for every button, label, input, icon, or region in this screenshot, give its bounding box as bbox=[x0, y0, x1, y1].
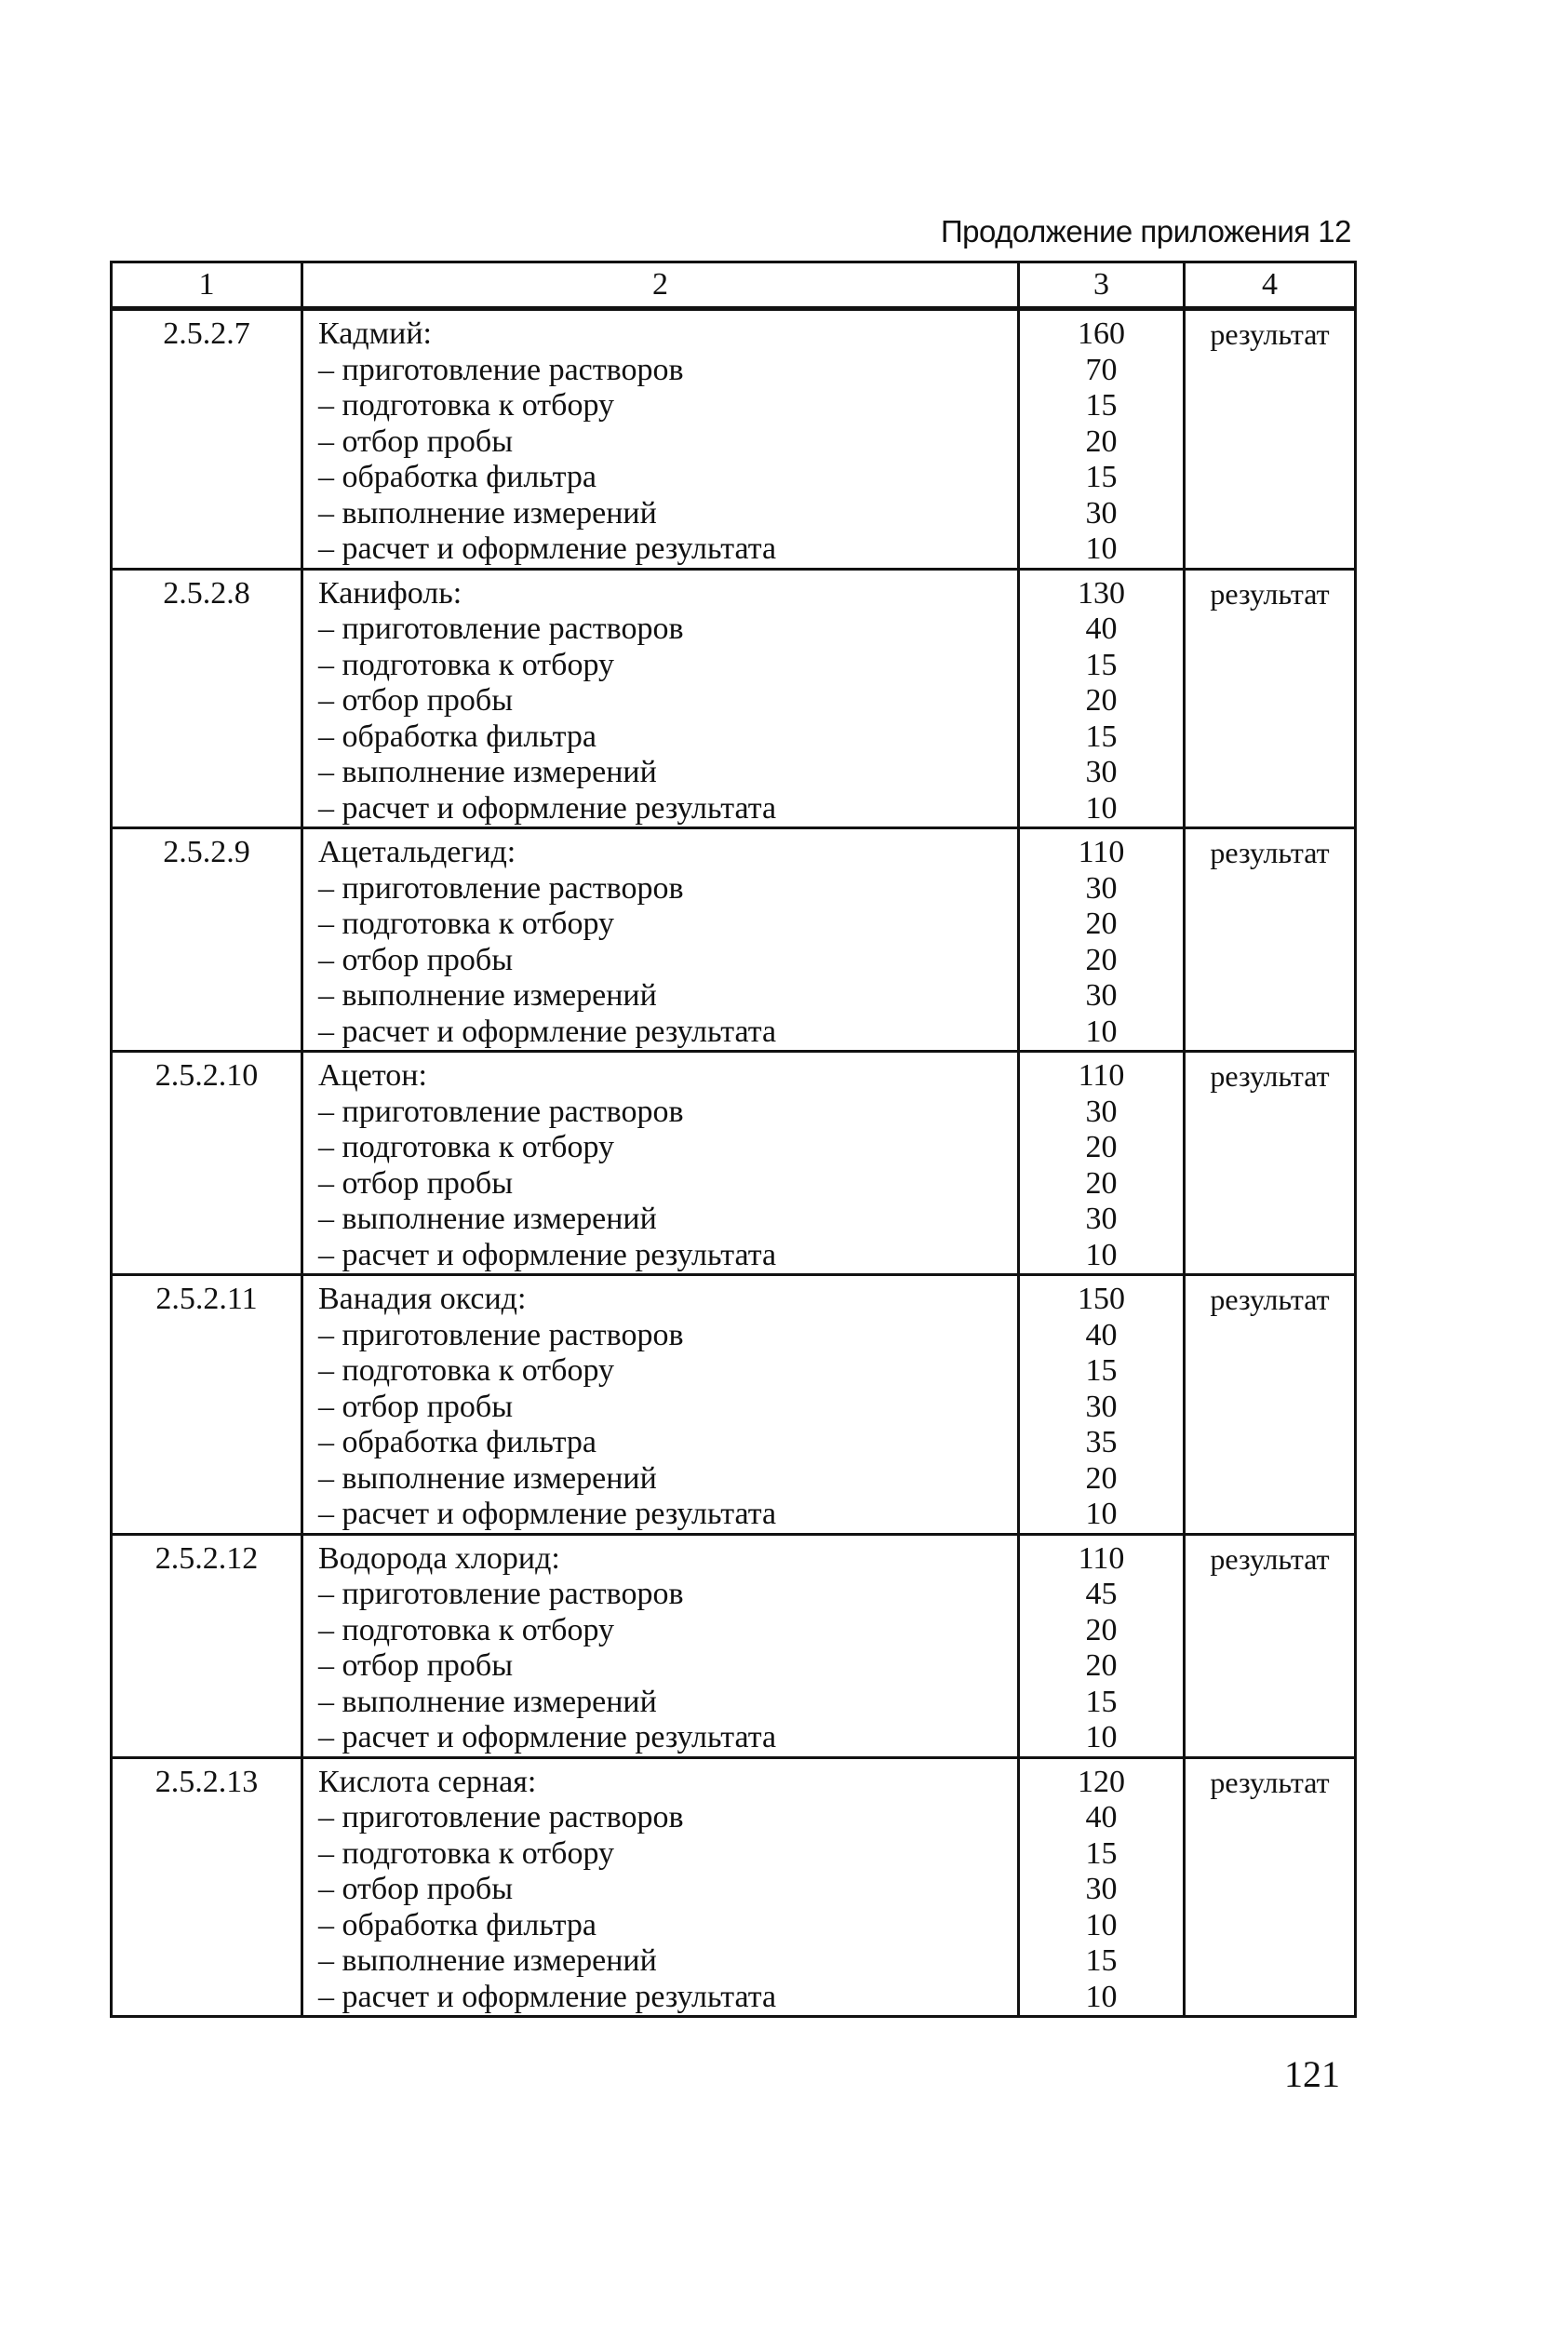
column-header-2: 2 bbox=[302, 262, 1019, 309]
column-header-4: 4 bbox=[1185, 262, 1356, 309]
table-row bbox=[112, 828, 1356, 1052]
header-row bbox=[112, 262, 1356, 309]
total-time: 130 bbox=[1078, 575, 1125, 611]
operations-cell bbox=[302, 1757, 1019, 2017]
step-time: 35 bbox=[1085, 1425, 1118, 1459]
operation-step: – приготовление растворов bbox=[318, 1094, 684, 1129]
total-time: 110 bbox=[1078, 835, 1125, 869]
operation-step: – выполнение измерений bbox=[318, 978, 657, 1013]
operation-step: – отбор пробы bbox=[318, 423, 514, 459]
step-time: 20 bbox=[1085, 907, 1118, 941]
step-time: 20 bbox=[1085, 1460, 1118, 1496]
operation-step: – подготовка к отбору bbox=[318, 907, 615, 941]
step-time: 10 bbox=[1085, 1237, 1118, 1272]
step-time: 15 bbox=[1085, 647, 1118, 682]
operation-step: – выполнение измерений bbox=[318, 1460, 657, 1496]
item-number-cell bbox=[112, 309, 302, 570]
operation-step: – приготовление растворов bbox=[318, 352, 684, 387]
step-time: 15 bbox=[1085, 1353, 1118, 1388]
step-time: 30 bbox=[1085, 1202, 1118, 1236]
item-number-cell bbox=[112, 1534, 302, 1757]
item-number: 2.5.2.7 bbox=[163, 316, 250, 351]
step-time: 10 bbox=[1085, 1720, 1118, 1754]
time-norms-table bbox=[110, 261, 1357, 2018]
substance-title: Канифоль: bbox=[318, 575, 462, 611]
step-time: 15 bbox=[1085, 1684, 1118, 1719]
table-row bbox=[112, 1757, 1356, 2017]
time-norms-table-wrapper bbox=[110, 261, 1354, 2018]
time-cell bbox=[1019, 828, 1185, 1052]
operation-step: – расчет и оформление результата bbox=[318, 1720, 777, 1754]
table-body bbox=[112, 309, 1356, 2017]
operations-cell bbox=[302, 1534, 1019, 1757]
operation-step: – отбор пробы bbox=[318, 1165, 514, 1201]
result-label: результат bbox=[1210, 317, 1330, 351]
step-time: 70 bbox=[1085, 352, 1118, 387]
result-label: результат bbox=[1210, 1541, 1330, 1576]
total-time: 120 bbox=[1078, 1764, 1125, 1799]
substance-title: Кадмий: bbox=[318, 316, 432, 351]
step-time: 30 bbox=[1085, 495, 1118, 531]
step-time: 10 bbox=[1085, 1014, 1118, 1049]
operation-step: – выполнение измерений bbox=[318, 755, 657, 789]
step-time: 20 bbox=[1085, 1612, 1118, 1647]
item-number-cell bbox=[112, 1275, 302, 1535]
time-cell bbox=[1019, 1757, 1185, 2017]
operation-step: – расчет и оформление результата bbox=[318, 1014, 777, 1049]
item-number: 2.5.2.11 bbox=[155, 1282, 258, 1316]
item-number: 2.5.2.9 bbox=[163, 835, 250, 869]
item-number: 2.5.2.8 bbox=[163, 575, 250, 611]
result-cell bbox=[1185, 1757, 1356, 2017]
table-header bbox=[112, 262, 1356, 309]
substance-title: Ванадия оксид: bbox=[318, 1282, 527, 1316]
item-number-cell bbox=[112, 1757, 302, 2017]
step-time: 15 bbox=[1085, 1835, 1118, 1871]
operation-step: – приготовление растворов bbox=[318, 1800, 684, 1834]
operation-step: – выполнение измерений bbox=[318, 1684, 657, 1719]
total-time: 150 bbox=[1078, 1282, 1125, 1316]
operation-step: – расчет и оформление результата bbox=[318, 1979, 777, 2014]
operation-step: – приготовление растворов bbox=[318, 1577, 684, 1611]
result-cell bbox=[1185, 569, 1356, 828]
operation-step: – расчет и оформление результата bbox=[318, 1497, 777, 1531]
step-time: 40 bbox=[1085, 611, 1118, 646]
time-cell bbox=[1019, 1534, 1185, 1757]
step-time: 10 bbox=[1085, 790, 1118, 826]
step-time: 10 bbox=[1085, 1907, 1118, 1942]
page-number: 121 bbox=[1284, 2053, 1340, 2095]
time-cell bbox=[1019, 1052, 1185, 1275]
substance-title: Водорода хлорид: bbox=[318, 1540, 560, 1576]
item-number-cell bbox=[112, 569, 302, 828]
step-time: 20 bbox=[1085, 1165, 1118, 1201]
item-number: 2.5.2.13 bbox=[154, 1764, 259, 1799]
step-time: 20 bbox=[1085, 1648, 1118, 1683]
total-time: 110 bbox=[1078, 1540, 1125, 1576]
result-cell bbox=[1185, 1052, 1356, 1275]
step-time: 15 bbox=[1085, 460, 1118, 494]
table-row bbox=[112, 1275, 1356, 1535]
operation-step: – расчет и оформление результата bbox=[318, 790, 777, 826]
step-time: 20 bbox=[1085, 683, 1118, 718]
operations-cell bbox=[302, 828, 1019, 1052]
operation-step: – приготовление растворов bbox=[318, 870, 684, 906]
result-cell bbox=[1185, 1275, 1356, 1535]
column-header-3: 3 bbox=[1019, 262, 1185, 309]
result-label: результат bbox=[1210, 576, 1330, 611]
column-header-1: 1 bbox=[112, 262, 302, 309]
table-row bbox=[112, 1052, 1356, 1275]
result-label: результат bbox=[1210, 1059, 1330, 1093]
operation-step: – обработка фильтра bbox=[318, 1907, 596, 1942]
operation-step: – приготовление растворов bbox=[318, 1317, 684, 1352]
step-time: 40 bbox=[1085, 1800, 1118, 1834]
result-cell bbox=[1185, 828, 1356, 1052]
step-time: 45 bbox=[1085, 1577, 1118, 1611]
step-time: 30 bbox=[1085, 1094, 1118, 1129]
item-number: 2.5.2.10 bbox=[154, 1058, 259, 1093]
operations-cell bbox=[302, 1275, 1019, 1535]
total-time: 110 bbox=[1078, 1058, 1125, 1093]
operation-step: – подготовка к отбору bbox=[318, 388, 615, 423]
operation-step: – отбор пробы bbox=[318, 1872, 514, 1906]
operation-step: – отбор пробы bbox=[318, 683, 514, 718]
result-cell bbox=[1185, 1534, 1356, 1757]
result-cell bbox=[1185, 309, 1356, 570]
step-time: 30 bbox=[1085, 978, 1118, 1013]
result-label: результат bbox=[1210, 1283, 1330, 1316]
time-cell bbox=[1019, 1275, 1185, 1535]
operations-cell bbox=[302, 309, 1019, 570]
time-cell bbox=[1019, 569, 1185, 828]
step-time: 10 bbox=[1085, 1497, 1118, 1531]
item-number-cell bbox=[112, 828, 302, 1052]
operation-step: – обработка фильтра bbox=[318, 719, 596, 754]
table-row bbox=[112, 309, 1356, 570]
step-time: 15 bbox=[1085, 388, 1118, 423]
step-time: 15 bbox=[1085, 1943, 1118, 1978]
operation-step: – выполнение измерений bbox=[318, 1202, 657, 1236]
operation-step: – выполнение измерений bbox=[318, 1943, 657, 1978]
operations-cell bbox=[302, 1052, 1019, 1275]
step-time: 20 bbox=[1085, 942, 1118, 977]
operation-step: – подготовка к отбору bbox=[318, 1130, 615, 1164]
substance-title: Ацетальдегид: bbox=[318, 835, 516, 869]
operation-step: – подготовка к отбору bbox=[318, 1353, 615, 1388]
step-time: 10 bbox=[1085, 531, 1118, 566]
item-number: 2.5.2.12 bbox=[154, 1540, 259, 1576]
step-time: 40 bbox=[1085, 1317, 1118, 1352]
operation-step: – отбор пробы bbox=[318, 942, 514, 977]
step-time: 20 bbox=[1085, 1130, 1118, 1164]
operation-step: – обработка фильтра bbox=[318, 1425, 596, 1459]
substance-title: Кислота серная: bbox=[318, 1764, 537, 1799]
step-time: 30 bbox=[1085, 1389, 1118, 1424]
time-cell bbox=[1019, 309, 1185, 570]
step-time: 30 bbox=[1085, 870, 1118, 906]
table-row bbox=[112, 1534, 1356, 1757]
operation-step: – расчет и оформление результата bbox=[318, 531, 777, 566]
table-row bbox=[112, 569, 1356, 828]
total-time: 160 bbox=[1078, 316, 1125, 351]
operation-step: – отбор пробы bbox=[318, 1648, 514, 1683]
operation-step: – обработка фильтра bbox=[318, 460, 596, 494]
step-time: 30 bbox=[1085, 755, 1118, 789]
operations-cell bbox=[302, 569, 1019, 828]
step-time: 30 bbox=[1085, 1872, 1118, 1906]
substance-title: Ацетон: bbox=[318, 1058, 427, 1093]
operation-step: – подготовка к отбору bbox=[318, 1612, 615, 1647]
appendix-caption: Продолжение приложения 12 bbox=[940, 214, 1351, 249]
item-number-cell bbox=[112, 1052, 302, 1275]
operation-step: – расчет и оформление результата bbox=[318, 1237, 777, 1272]
result-label: результат bbox=[1210, 836, 1330, 869]
operation-step: – отбор пробы bbox=[318, 1389, 514, 1424]
operation-step: – приготовление растворов bbox=[318, 611, 684, 646]
result-label: результат bbox=[1210, 1765, 1330, 1799]
operation-step: – выполнение измерений bbox=[318, 495, 657, 531]
operation-step: – подготовка к отбору bbox=[318, 647, 615, 682]
operation-step: – подготовка к отбору bbox=[318, 1835, 615, 1871]
step-time: 10 bbox=[1085, 1979, 1118, 2014]
step-time: 15 bbox=[1085, 719, 1118, 754]
step-time: 20 bbox=[1085, 423, 1118, 459]
